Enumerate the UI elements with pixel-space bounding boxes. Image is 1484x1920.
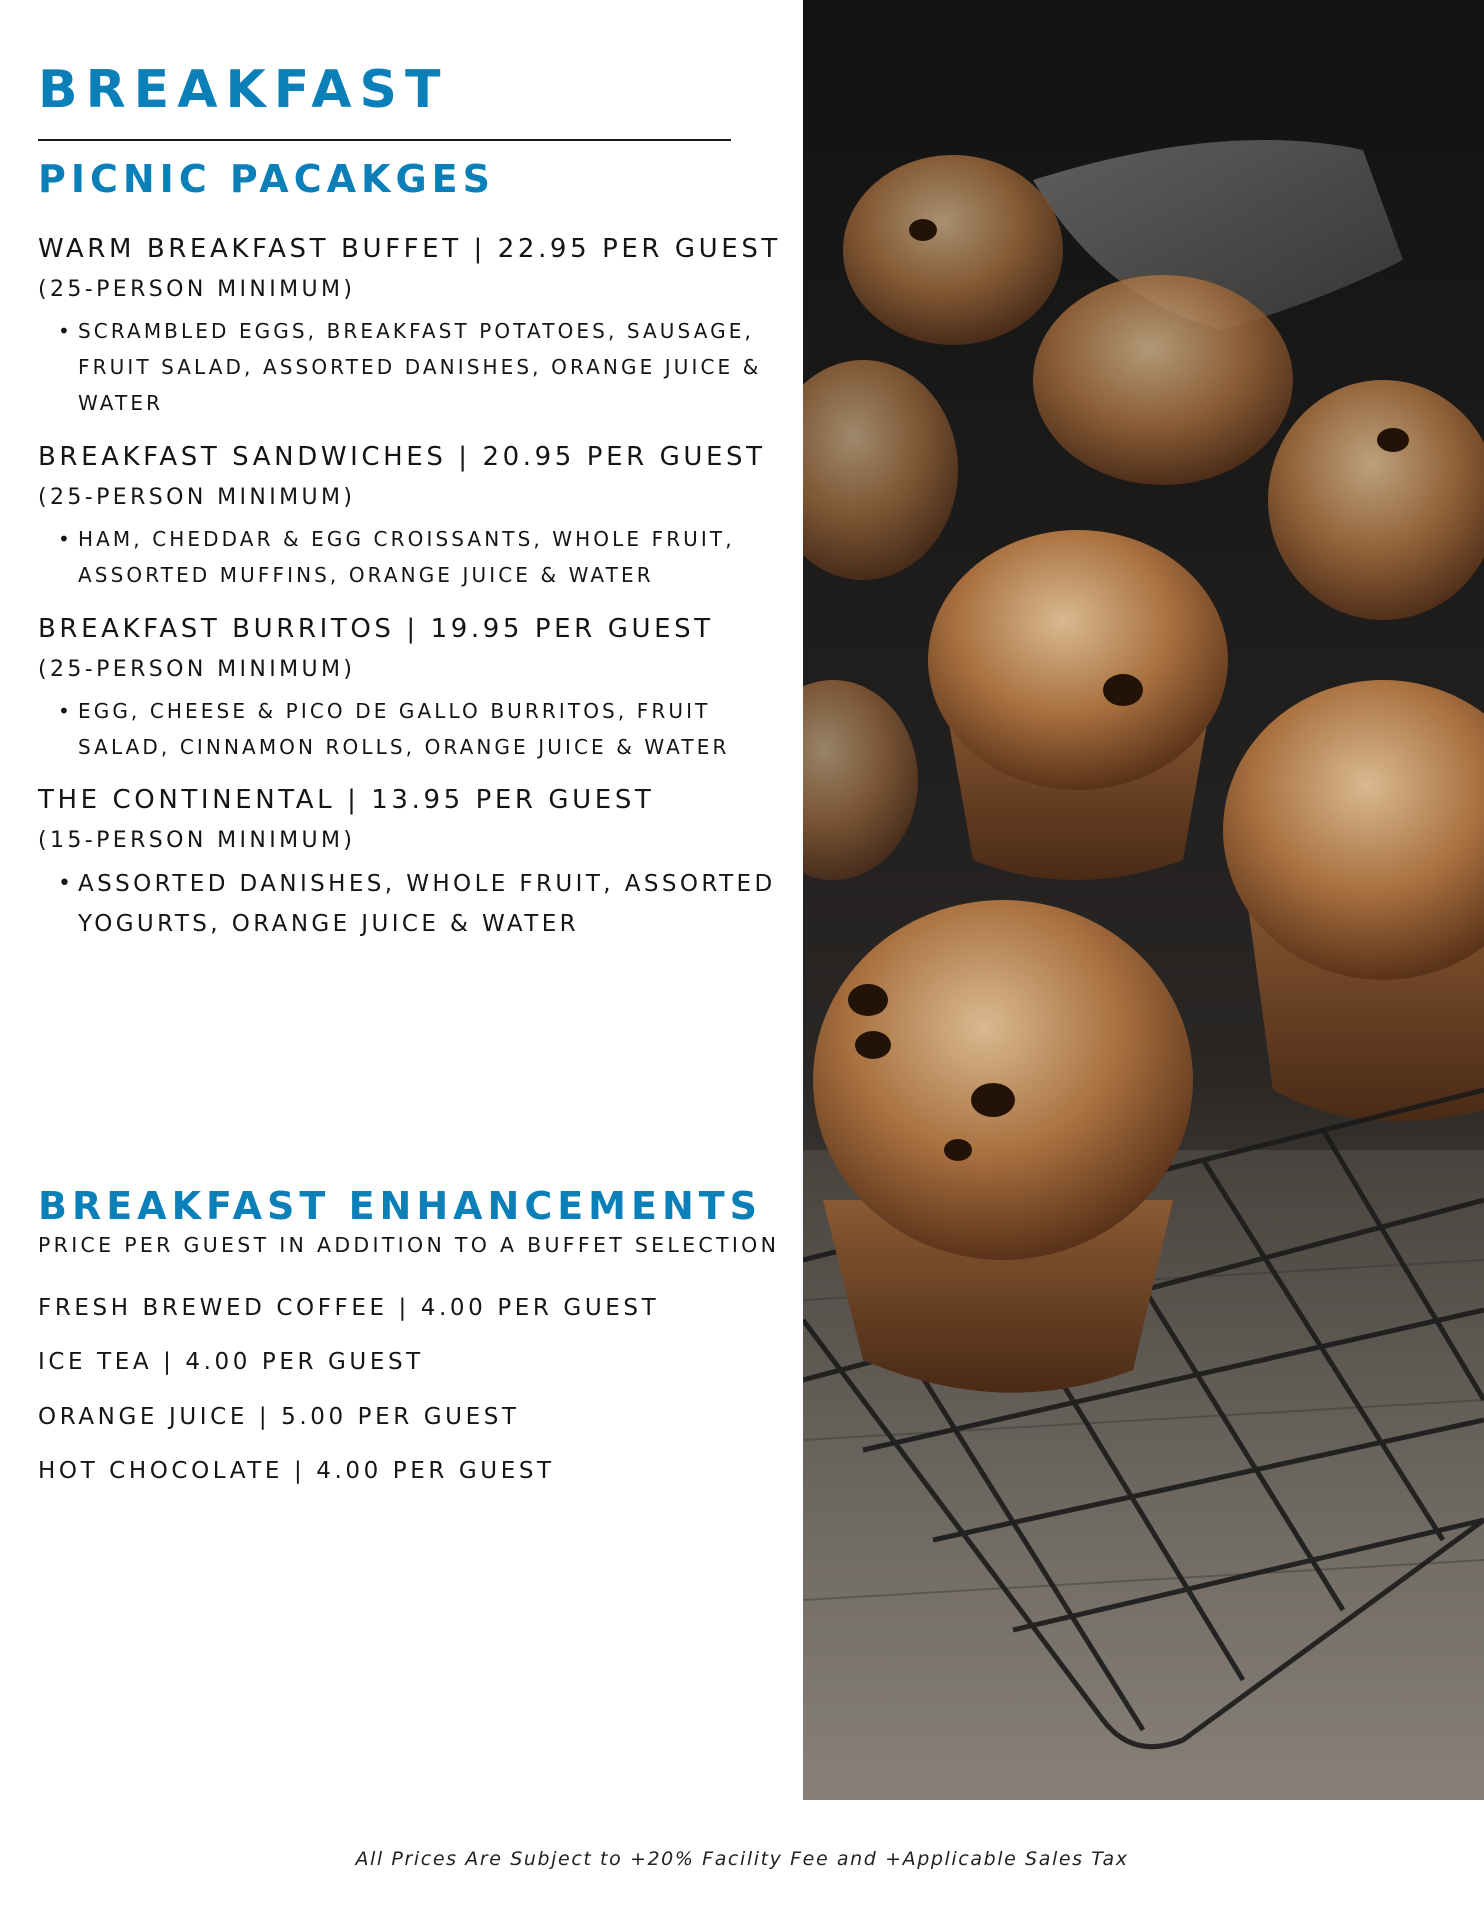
bullet-icon: • <box>58 699 70 723</box>
package-items <box>38 693 778 765</box>
package-items <box>38 864 778 944</box>
bullet-icon: • <box>58 319 70 343</box>
package-the-continental <box>38 783 778 944</box>
muffins-illustration <box>803 0 1484 1800</box>
section-heading-breakfast-enhancements: BREAKFAST ENHANCEMENTS <box>38 1184 763 1228</box>
package-title: BREAKFAST BURRITOS | 19.95 PER GUEST <box>38 614 714 644</box>
enhancement-item: ORANGE JUICE | 5.00 PER GUEST <box>38 1404 520 1430</box>
package-items-text: ASSORTED DANISHES, WHOLE FRUIT, ASSORTED YOGURTS, ORANGE JUICE & WATER <box>78 871 776 937</box>
package-items <box>38 313 778 421</box>
package-minimum: (25-PERSON MINIMUM) <box>38 485 356 510</box>
package-warm-breakfast-buffet <box>38 232 781 421</box>
package-items-text: HAM, CHEDDAR & EGG CROISSANTS, WHOLE FRUIT, ASSORTED MUFFINS, ORANGE JUICE & WATER <box>78 527 735 587</box>
muffins-photo <box>803 0 1484 1800</box>
enhancement-item: HOT CHOCOLATE | 4.00 PER GUEST <box>38 1458 555 1484</box>
package-minimum: (15-PERSON MINIMUM) <box>38 828 356 853</box>
package-minimum: (25-PERSON MINIMUM) <box>38 277 356 302</box>
section-heading-picnic-packages: PICNIC PACAKGES <box>38 157 495 201</box>
package-items-text: SCRAMBLED EGGS, BREAKFAST POTATOES, SAUSAGE, FRUIT SALAD, ASSORTED DANISHES, ORANGE JUICE & WATER <box>78 319 762 415</box>
package-minimum: (25-PERSON MINIMUM) <box>38 657 356 682</box>
footer-note: All Prices Are Subject to +20% Facility Fee and +Applicable Sales Tax <box>355 1848 1129 1870</box>
enhancement-item: ICE TEA | 4.00 PER GUEST <box>38 1349 424 1375</box>
package-title: THE CONTINENTAL | 13.95 PER GUEST <box>38 785 655 815</box>
package-breakfast-sandwiches <box>38 440 778 593</box>
bullet-icon: • <box>58 871 71 896</box>
section-subtitle: PRICE PER GUEST IN ADDITION TO A BUFFET SELECTION <box>38 1233 780 1257</box>
package-title: BREAKFAST SANDWICHES | 20.95 PER GUEST <box>38 442 766 472</box>
page-title: BREAKFAST <box>38 60 449 120</box>
package-items <box>38 521 778 593</box>
package-title: WARM BREAKFAST BUFFET | 22.95 PER GUEST <box>38 234 781 264</box>
bullet-icon: • <box>58 527 70 551</box>
package-items-text: EGG, CHEESE & PICO DE GALLO BURRITOS, FRUIT SALAD, CINNAMON ROLLS, ORANGE JUICE & WATER <box>78 699 730 759</box>
title-divider <box>38 139 731 141</box>
enhancement-item: FRESH BREWED COFFEE | 4.00 PER GUEST <box>38 1295 660 1321</box>
package-breakfast-burritos <box>38 612 778 765</box>
